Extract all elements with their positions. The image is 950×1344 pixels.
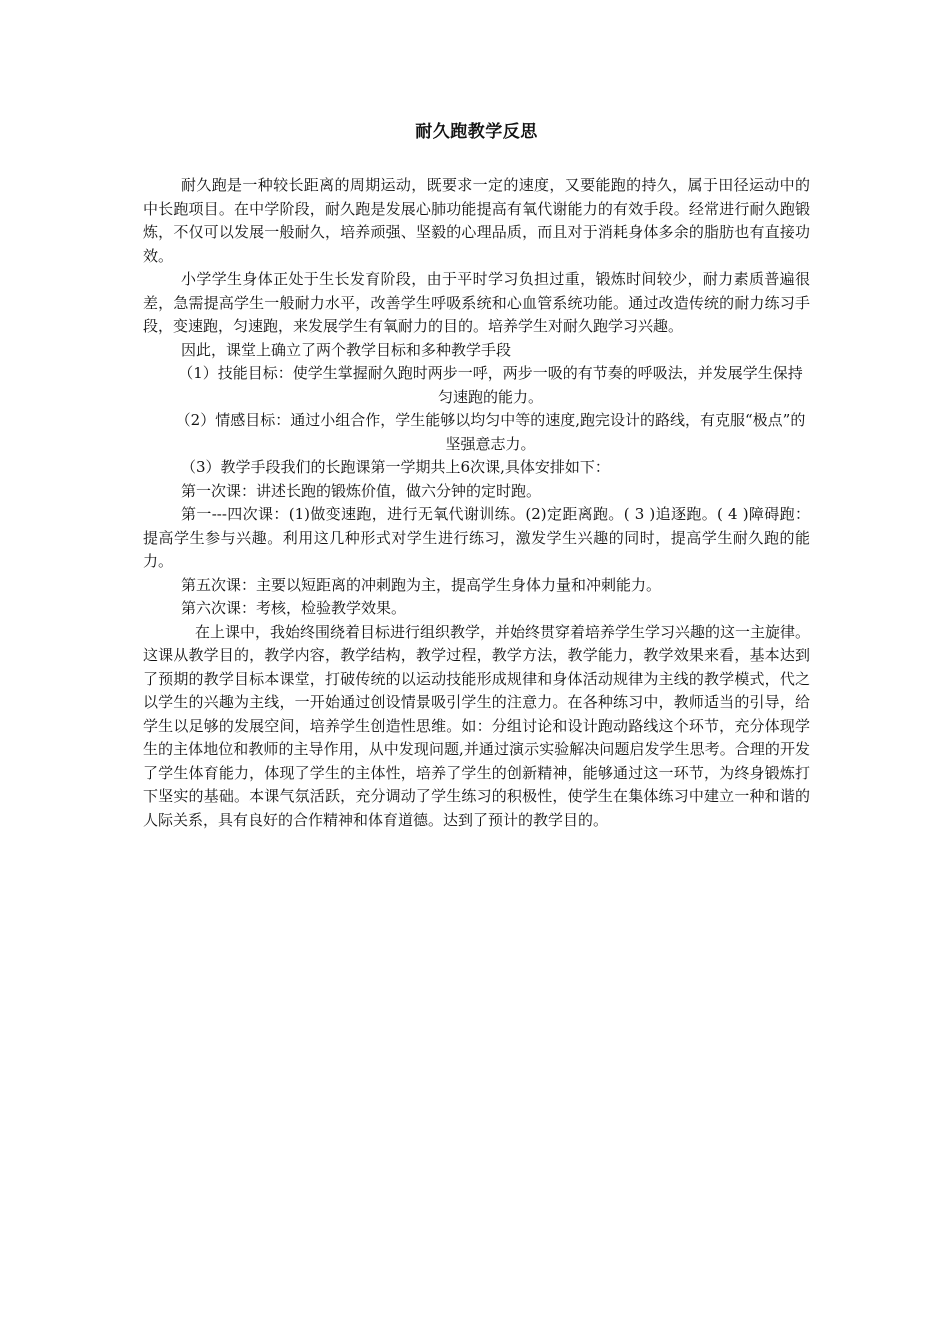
lesson-first-to-fourth: 第一---四次课：(1)做变速跑，进行无氧代谢训练。(2)定距离跑。( 3 )追逐跑。( 4 )障碍跑：提高学生参与兴趣。利用这几种形式对学生进行练习，激发学生兴趣的同时，提高学生耐久跑的能力。 — [143, 505, 810, 570]
goal-emotion: （2）情感目标：通过小组合作，学生能够以均匀中等的速度,跑完设计的路线，有克服“极点”的坚强意志力。 — [175, 411, 806, 453]
lesson-first: 第一次课：讲述长跑的锻炼价值，做六分钟的定时跑。 — [181, 481, 542, 500]
document-page — [143, 120, 810, 832]
lesson-fifth: 第五次课：主要以短距离的冲刺跑为主，提高学生身体力量和冲刺能力。 — [181, 575, 662, 594]
lesson-sixth: 第六次课：考核，检验教学效果。 — [181, 599, 407, 617]
paragraph-intro: 耐久跑是一种较长距离的周期运动，既要求一定的速度，又要能跑的持久，属于田径运动中的中长跑项目。在中学阶段，耐久跑是发展心肺功能提高有氧代谢能力的有效手段。经常进行耐久跑锻炼，不仅可以发展一般耐久，培养顽强、坚毅的心理品质，而且对于消耗身体多余的脂肪也有直接功效。 — [143, 176, 810, 265]
paragraph-students: 小学学生身体正处于生长发育阶段，由于平时学习负担过重，锻炼时间较少，耐力素质普遍很差，急需提高学生一般耐力水平，改善学生呼吸系统和心血管系统功能。通过改造传统的耐力练习手段，变速跑，匀速跑，来发展学生有氧耐力的目的。培养学生对耐久跑学习兴趣。 — [143, 270, 810, 335]
document-title: 耐久跑教学反思 — [415, 122, 538, 142]
paragraph-reflection: 在上课中，我始终围绕着目标进行组织教学，并始终贯穿着培养学生学习兴趣的这一主旋律。这课从教学目的，教学内容，教学结构，教学过程，教学方法，教学能力，教学效果来看，基本达到了预期的教学目标本课堂，打破传统的以运动技能形成规律和身体活动规律为主线的教学模式，代之以学生的兴趣为主线，一开始通过创设情景吸引学生的注意力。在各种练习中，教师适当的引导，给学生以足够的发展空间，培养学生创造性思维。如：分组讨论和设计跑动路线这个环节，充分体现学生的主体地位和教师的主导作用，从中发现问题,并通过演示实验解决问题启发学生思考。合理的开发了学生体育能力，体现了学生的主体性，培养了学生的创新精神，能够通过这一环节，为终身锻炼打下坚实的基础。本课气氛活跃，充分调动了学生练习的积极性，使学生在集体练习中建立一种和谐的人际关系，具有良好的合作精神和体育道德。达到了预计的教学目的。 — [143, 622, 811, 829]
goal-methods: （3）教学手段我们的长跑课第一学期共上6次课,具体安排如下： — [181, 458, 610, 476]
paragraph-therefore: 因此，课堂上确立了两个教学目标和多种教学手段 — [181, 340, 512, 359]
goal-skill: （1）技能目标：使学生掌握耐久跑时两步一呼，两步一吸的有节奏的呼吸法，并发展学生保持匀速跑的能力。 — [178, 364, 803, 406]
